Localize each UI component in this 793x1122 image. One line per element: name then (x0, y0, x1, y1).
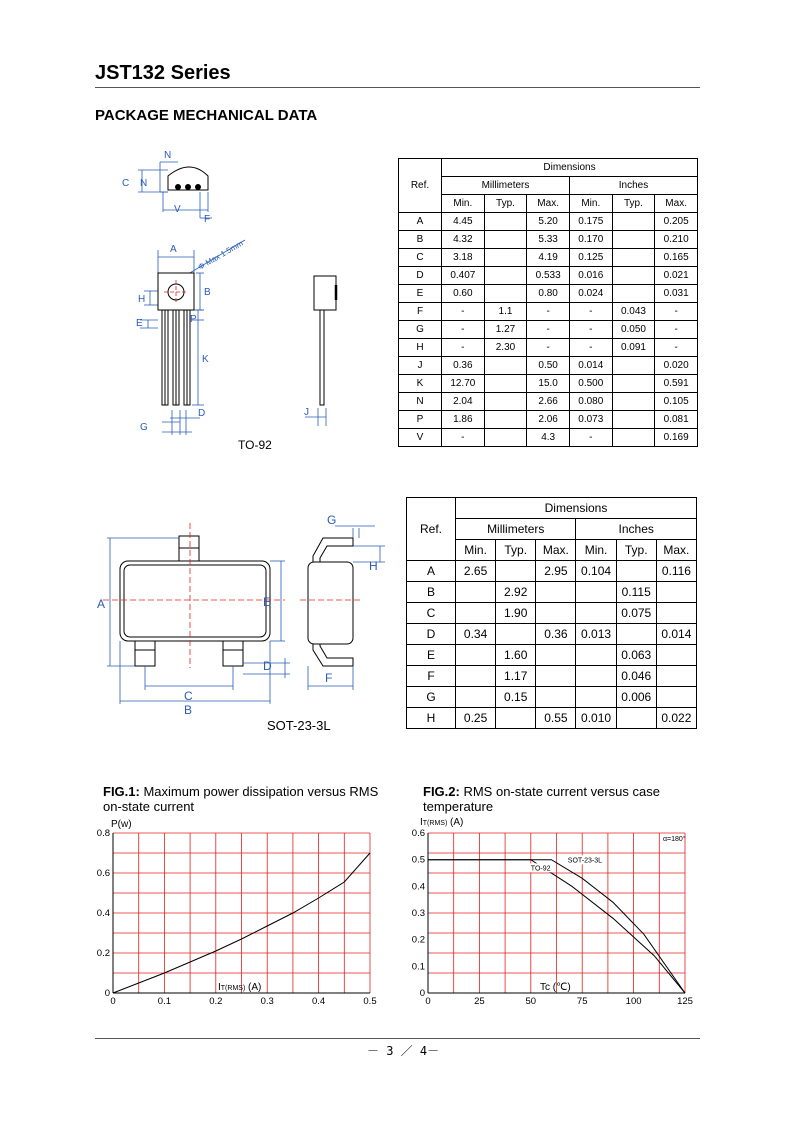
table-ref-cell: G (407, 687, 456, 708)
table-ref-cell: H (399, 339, 442, 357)
table-sub-header: Min. (576, 540, 616, 561)
table-value-cell (484, 285, 527, 303)
table-value-cell: - (655, 303, 698, 321)
table-value-cell (616, 708, 656, 729)
table-value-cell (536, 603, 576, 624)
table-value-cell (484, 249, 527, 267)
table-value-cell: 4.45 (442, 213, 485, 231)
table-value-cell (576, 603, 616, 624)
table-value-cell: 0.169 (655, 429, 698, 447)
table-value-cell: 0.591 (655, 375, 698, 393)
table-value-cell: 0.073 (569, 411, 612, 429)
to92-label-d: D (198, 408, 206, 419)
table-value-cell (576, 645, 616, 666)
table-value-cell: 0.080 (569, 393, 612, 411)
table-value-cell: 0.125 (569, 249, 612, 267)
x-tick-label: 0 (110, 996, 116, 1007)
table-ref-header: Ref. (407, 498, 456, 561)
table-value-cell: 0.013 (576, 624, 616, 645)
table-value-cell: - (442, 429, 485, 447)
x-axis-label-unit: (A) (245, 982, 262, 993)
table-value-cell: - (527, 321, 570, 339)
table-value-cell: 2.06 (527, 411, 570, 429)
to92-label-e: E (136, 318, 143, 329)
table-value-cell: - (569, 321, 612, 339)
sot23-label-g: G (327, 513, 337, 527)
table-value-cell: 0.046 (616, 666, 656, 687)
table-ref-cell: C (399, 249, 442, 267)
x-tick-label: 0.1 (157, 996, 172, 1007)
to92-dimension-table (398, 158, 698, 447)
table-value-cell: 0.043 (612, 303, 655, 321)
to92-label-b: B (204, 287, 211, 298)
table-value-cell: 0.031 (655, 285, 698, 303)
table-value-cell: - (655, 339, 698, 357)
table-value-cell: 0.022 (656, 708, 696, 729)
table-value-cell (484, 375, 527, 393)
table-value-cell (456, 666, 496, 687)
table-value-cell: 0.205 (655, 213, 698, 231)
table-value-cell (456, 603, 496, 624)
to92-label-v: V (174, 204, 181, 215)
table-value-cell: - (527, 303, 570, 321)
table-sub-header: Max. (656, 540, 696, 561)
table-value-cell: 0.34 (456, 624, 496, 645)
table-value-cell (536, 582, 576, 603)
table-value-cell: 0.165 (655, 249, 698, 267)
table-value-cell: 0.80 (527, 285, 570, 303)
y-axis-label: P(w) (111, 819, 132, 830)
table-value-cell: - (442, 321, 485, 339)
table-ref-cell: B (407, 582, 456, 603)
table-value-cell (536, 645, 576, 666)
table-ref-cell: D (407, 624, 456, 645)
x-tick-label: 0.2 (209, 996, 223, 1007)
x-axis-label: Tc (℃) (540, 982, 571, 993)
table-value-cell: 1.1 (484, 303, 527, 321)
fig2-caption: RMS on-state current versus case temperature (423, 784, 660, 814)
table-value-cell: 0.021 (655, 267, 698, 285)
y-tick-label: 0.6 (411, 828, 425, 839)
table-row (407, 582, 697, 603)
table-row (407, 645, 697, 666)
table-ref-cell: G (399, 321, 442, 339)
table-sub-header: Max. (536, 540, 576, 561)
table-value-cell: 12.70 (442, 375, 485, 393)
table-value-cell: 0.55 (536, 708, 576, 729)
x-axis-label (218, 982, 261, 993)
table-value-cell: - (655, 321, 698, 339)
table-value-cell: 0.006 (616, 687, 656, 708)
table-value-cell (616, 624, 656, 645)
table-value-cell: 2.04 (442, 393, 485, 411)
y-axis-label-sub: T(RMS) (422, 820, 448, 827)
table-value-cell: 15.0 (527, 375, 570, 393)
table-value-cell: 0.050 (612, 321, 655, 339)
table-value-cell: 0.091 (612, 339, 655, 357)
table-ref-cell: E (399, 285, 442, 303)
table-ref-cell: F (399, 303, 442, 321)
table-value-cell (496, 624, 536, 645)
table-value-cell: - (569, 303, 612, 321)
table-value-cell (484, 393, 527, 411)
table-ref-cell: F (407, 666, 456, 687)
x-tick-label: 25 (474, 996, 485, 1007)
to92-label-h: H (138, 294, 146, 305)
table-value-cell (456, 687, 496, 708)
x-axis-label-sub: T(RMS) (220, 985, 246, 992)
table-value-cell: 0.210 (655, 231, 698, 249)
table-ref-cell: N (399, 393, 442, 411)
to92-label-j: J (304, 407, 309, 418)
page-number: － 3 ／ 4－ (367, 1044, 440, 1058)
table-row (399, 231, 698, 249)
table-mm-header: Millimeters (456, 519, 576, 540)
table-value-cell (656, 666, 696, 687)
table-value-cell (536, 666, 576, 687)
table-row (399, 303, 698, 321)
series-label-sot23: SOT-23-3L (567, 857, 603, 865)
table-value-cell: 5.33 (527, 231, 570, 249)
x-tick-label: 0 (425, 996, 431, 1007)
table-value-cell: 0.15 (496, 687, 536, 708)
table-value-cell: 0.104 (576, 561, 616, 582)
table-value-cell (484, 213, 527, 231)
to92-label-hole: Φ Max 1.5mm (196, 238, 245, 272)
x-tick-label: 0.4 (311, 996, 326, 1007)
table-value-cell: 1.17 (496, 666, 536, 687)
x-tick-label: 125 (677, 996, 693, 1007)
y-tick-label: 0 (104, 988, 110, 999)
table-value-cell (484, 411, 527, 429)
table-sub-header: Typ. (616, 540, 656, 561)
table-value-cell (656, 645, 696, 666)
table-value-cell (456, 582, 496, 603)
table-value-cell: 0.115 (616, 582, 656, 603)
table-in-header: Inches (569, 177, 697, 195)
table-value-cell (576, 687, 616, 708)
table-ref-cell: A (407, 561, 456, 582)
table-ref-cell: K (399, 375, 442, 393)
table-ref-cell: A (399, 213, 442, 231)
table-row (399, 285, 698, 303)
footer-divider (95, 1038, 700, 1039)
table-value-cell: - (569, 339, 612, 357)
table-row (399, 339, 698, 357)
table-value-cell: 0.014 (656, 624, 696, 645)
table-value-cell (484, 429, 527, 447)
table-value-cell (612, 393, 655, 411)
table-row (407, 666, 697, 687)
table-row (407, 603, 697, 624)
y-tick-label: 0.2 (411, 934, 425, 946)
table-ref-cell: B (399, 231, 442, 249)
table-value-cell: 0.081 (655, 411, 698, 429)
x-tick-label: 0.3 (260, 996, 274, 1007)
table-value-cell (496, 708, 536, 729)
table-value-cell: 0.170 (569, 231, 612, 249)
y-tick-label: 0.3 (411, 908, 425, 919)
table-value-cell: 4.19 (527, 249, 570, 267)
table-value-cell: 0.016 (569, 267, 612, 285)
fig2-title (423, 784, 713, 814)
table-ref-header: Ref. (399, 159, 442, 213)
table-ref-cell: J (399, 357, 442, 375)
fig1-label: FIG.1: (103, 784, 140, 799)
table-value-cell (576, 666, 616, 687)
fig2-label: FIG.2: (423, 784, 460, 799)
table-row (399, 321, 698, 339)
sot23-label-c: C (184, 689, 193, 703)
table-value-cell (576, 582, 616, 603)
sot23-label-d: D (263, 659, 272, 673)
table-value-cell: 0.010 (576, 708, 616, 729)
table-value-cell: 0.116 (656, 561, 696, 582)
x-tick-label: 0.5 (363, 996, 377, 1007)
table-value-cell: 2.92 (496, 582, 536, 603)
table-ref-cell: H (407, 708, 456, 729)
table-row (407, 624, 697, 645)
sot23-label-f: F (325, 671, 333, 685)
table-row (407, 561, 697, 582)
y-tick-label: 0.4 (96, 908, 110, 919)
table-row (407, 687, 697, 708)
y-tick-label: 0.5 (411, 854, 425, 866)
table-value-cell: 2.65 (456, 561, 496, 582)
table-sub-header: Min. (442, 195, 485, 213)
sot23-label-e: E (263, 595, 272, 609)
y-tick-label: 0.1 (411, 961, 425, 973)
to92-label-k: K (202, 354, 209, 365)
table-value-cell (612, 267, 655, 285)
table-value-cell (612, 375, 655, 393)
y-tick-label: 0 (419, 988, 425, 999)
table-mm-header: Millimeters (442, 177, 570, 195)
table-ref-cell: E (407, 645, 456, 666)
fig2-chart (400, 815, 710, 1010)
table-value-cell: 0.50 (527, 357, 570, 375)
table-value-cell: 4.3 (527, 429, 570, 447)
y-tick-label: 0.8 (96, 828, 110, 839)
table-dimensions-header: Dimensions (442, 159, 698, 177)
table-value-cell: 0.60 (442, 285, 485, 303)
table-value-cell: - (442, 339, 485, 357)
table-value-cell: 0.020 (655, 357, 698, 375)
y-tick-label: 0.4 (411, 881, 425, 893)
table-value-cell: 5.20 (527, 213, 570, 231)
section-title: PACKAGE MECHANICAL DATA (95, 107, 318, 124)
to92-label-f: F (204, 214, 211, 225)
table-value-cell: 0.36 (442, 357, 485, 375)
table-value-cell (612, 249, 655, 267)
x-tick-label: 100 (625, 996, 642, 1007)
table-value-cell: 0.36 (536, 624, 576, 645)
table-value-cell (612, 429, 655, 447)
table-ref-cell: D (399, 267, 442, 285)
table-value-cell: 2.95 (536, 561, 576, 582)
fig1-chart (85, 815, 395, 1010)
table-row (399, 411, 698, 429)
table-in-header: Inches (576, 519, 697, 540)
table-value-cell (484, 357, 527, 375)
table-value-cell (484, 231, 527, 249)
table-row (399, 357, 698, 375)
to92-label-g: G (140, 422, 148, 433)
table-value-cell: 0.500 (569, 375, 612, 393)
table-value-cell: 0.075 (616, 603, 656, 624)
table-value-cell: 1.27 (484, 321, 527, 339)
table-value-cell (612, 213, 655, 231)
table-value-cell (656, 582, 696, 603)
table-sub-header: Max. (527, 195, 570, 213)
table-value-cell (484, 267, 527, 285)
sot23-package-label: SOT-23-3L (267, 718, 331, 733)
table-value-cell: 1.60 (496, 645, 536, 666)
to92-label-a: A (170, 244, 177, 255)
table-value-cell: 1.86 (442, 411, 485, 429)
table-value-cell: - (442, 303, 485, 321)
table-row (399, 249, 698, 267)
table-value-cell (612, 411, 655, 429)
table-value-cell: 2.66 (527, 393, 570, 411)
table-dimensions-header: Dimensions (456, 498, 697, 519)
y-tick-label: 0.2 (96, 948, 110, 959)
series-label-to92: TO-92 (530, 865, 551, 873)
to92-label-n2: N (140, 178, 148, 189)
table-row (407, 708, 697, 729)
table-value-cell: 0.407 (442, 267, 485, 285)
to92-label-p: P (190, 314, 197, 325)
to92-drawing (100, 140, 390, 460)
table-row (399, 213, 698, 231)
table-value-cell (656, 603, 696, 624)
table-value-cell: 0.175 (569, 213, 612, 231)
table-sub-header: Min. (569, 195, 612, 213)
table-value-cell: - (569, 429, 612, 447)
table-sub-header: Typ. (484, 195, 527, 213)
table-value-cell: 0.063 (616, 645, 656, 666)
document-title: JST132 Series (95, 62, 231, 84)
sot23-dimension-table (406, 497, 697, 729)
table-value-cell (616, 561, 656, 582)
y-tick-label: 0.6 (96, 868, 110, 879)
table-sub-header: Typ. (496, 540, 536, 561)
table-value-cell: 0.533 (527, 267, 570, 285)
table-value-cell: 3.18 (442, 249, 485, 267)
table-ref-cell: V (399, 429, 442, 447)
table-row (399, 267, 698, 285)
sot23-label-h: H (369, 559, 378, 573)
table-value-cell: 0.105 (655, 393, 698, 411)
table-ref-cell: C (407, 603, 456, 624)
table-value-cell: 0.024 (569, 285, 612, 303)
to92-label-n: N (164, 150, 172, 161)
table-value-cell (612, 285, 655, 303)
table-value-cell (612, 231, 655, 249)
table-row (399, 393, 698, 411)
table-value-cell (456, 645, 496, 666)
x-axis-label-main: I (218, 982, 221, 993)
sot23-label-b: B (184, 703, 193, 717)
header-divider (95, 87, 700, 88)
table-value-cell: 1.90 (496, 603, 536, 624)
table-value-cell: 2.30 (484, 339, 527, 357)
table-sub-header: Min. (456, 540, 496, 561)
table-sub-header: Typ. (612, 195, 655, 213)
table-value-cell: 0.25 (456, 708, 496, 729)
table-sub-header: Max. (655, 195, 698, 213)
table-value-cell: 0.014 (569, 357, 612, 375)
sot23-drawing (95, 508, 395, 738)
table-value-cell (656, 687, 696, 708)
table-value-cell (496, 561, 536, 582)
table-value-cell (536, 687, 576, 708)
chart-annotation: α=180° (663, 836, 686, 843)
table-ref-cell: P (399, 411, 442, 429)
table-row (399, 429, 698, 447)
y-axis-label-unit: (A) (447, 817, 464, 828)
to92-label-c: C (122, 178, 130, 189)
fig1-caption: Maximum power dissipation versus RMS on-state current (103, 784, 379, 814)
y-axis-label (420, 817, 463, 828)
table-value-cell: - (527, 339, 570, 357)
to92-package-label: TO-92 (238, 438, 272, 452)
y-axis-label-main: I (420, 817, 423, 828)
table-row (399, 375, 698, 393)
sot23-label-a: A (97, 597, 106, 611)
x-tick-label: 50 (525, 996, 537, 1007)
table-value-cell: 4.32 (442, 231, 485, 249)
x-tick-label: 75 (576, 996, 588, 1007)
fig1-title (103, 784, 393, 814)
table-value-cell (612, 357, 655, 375)
